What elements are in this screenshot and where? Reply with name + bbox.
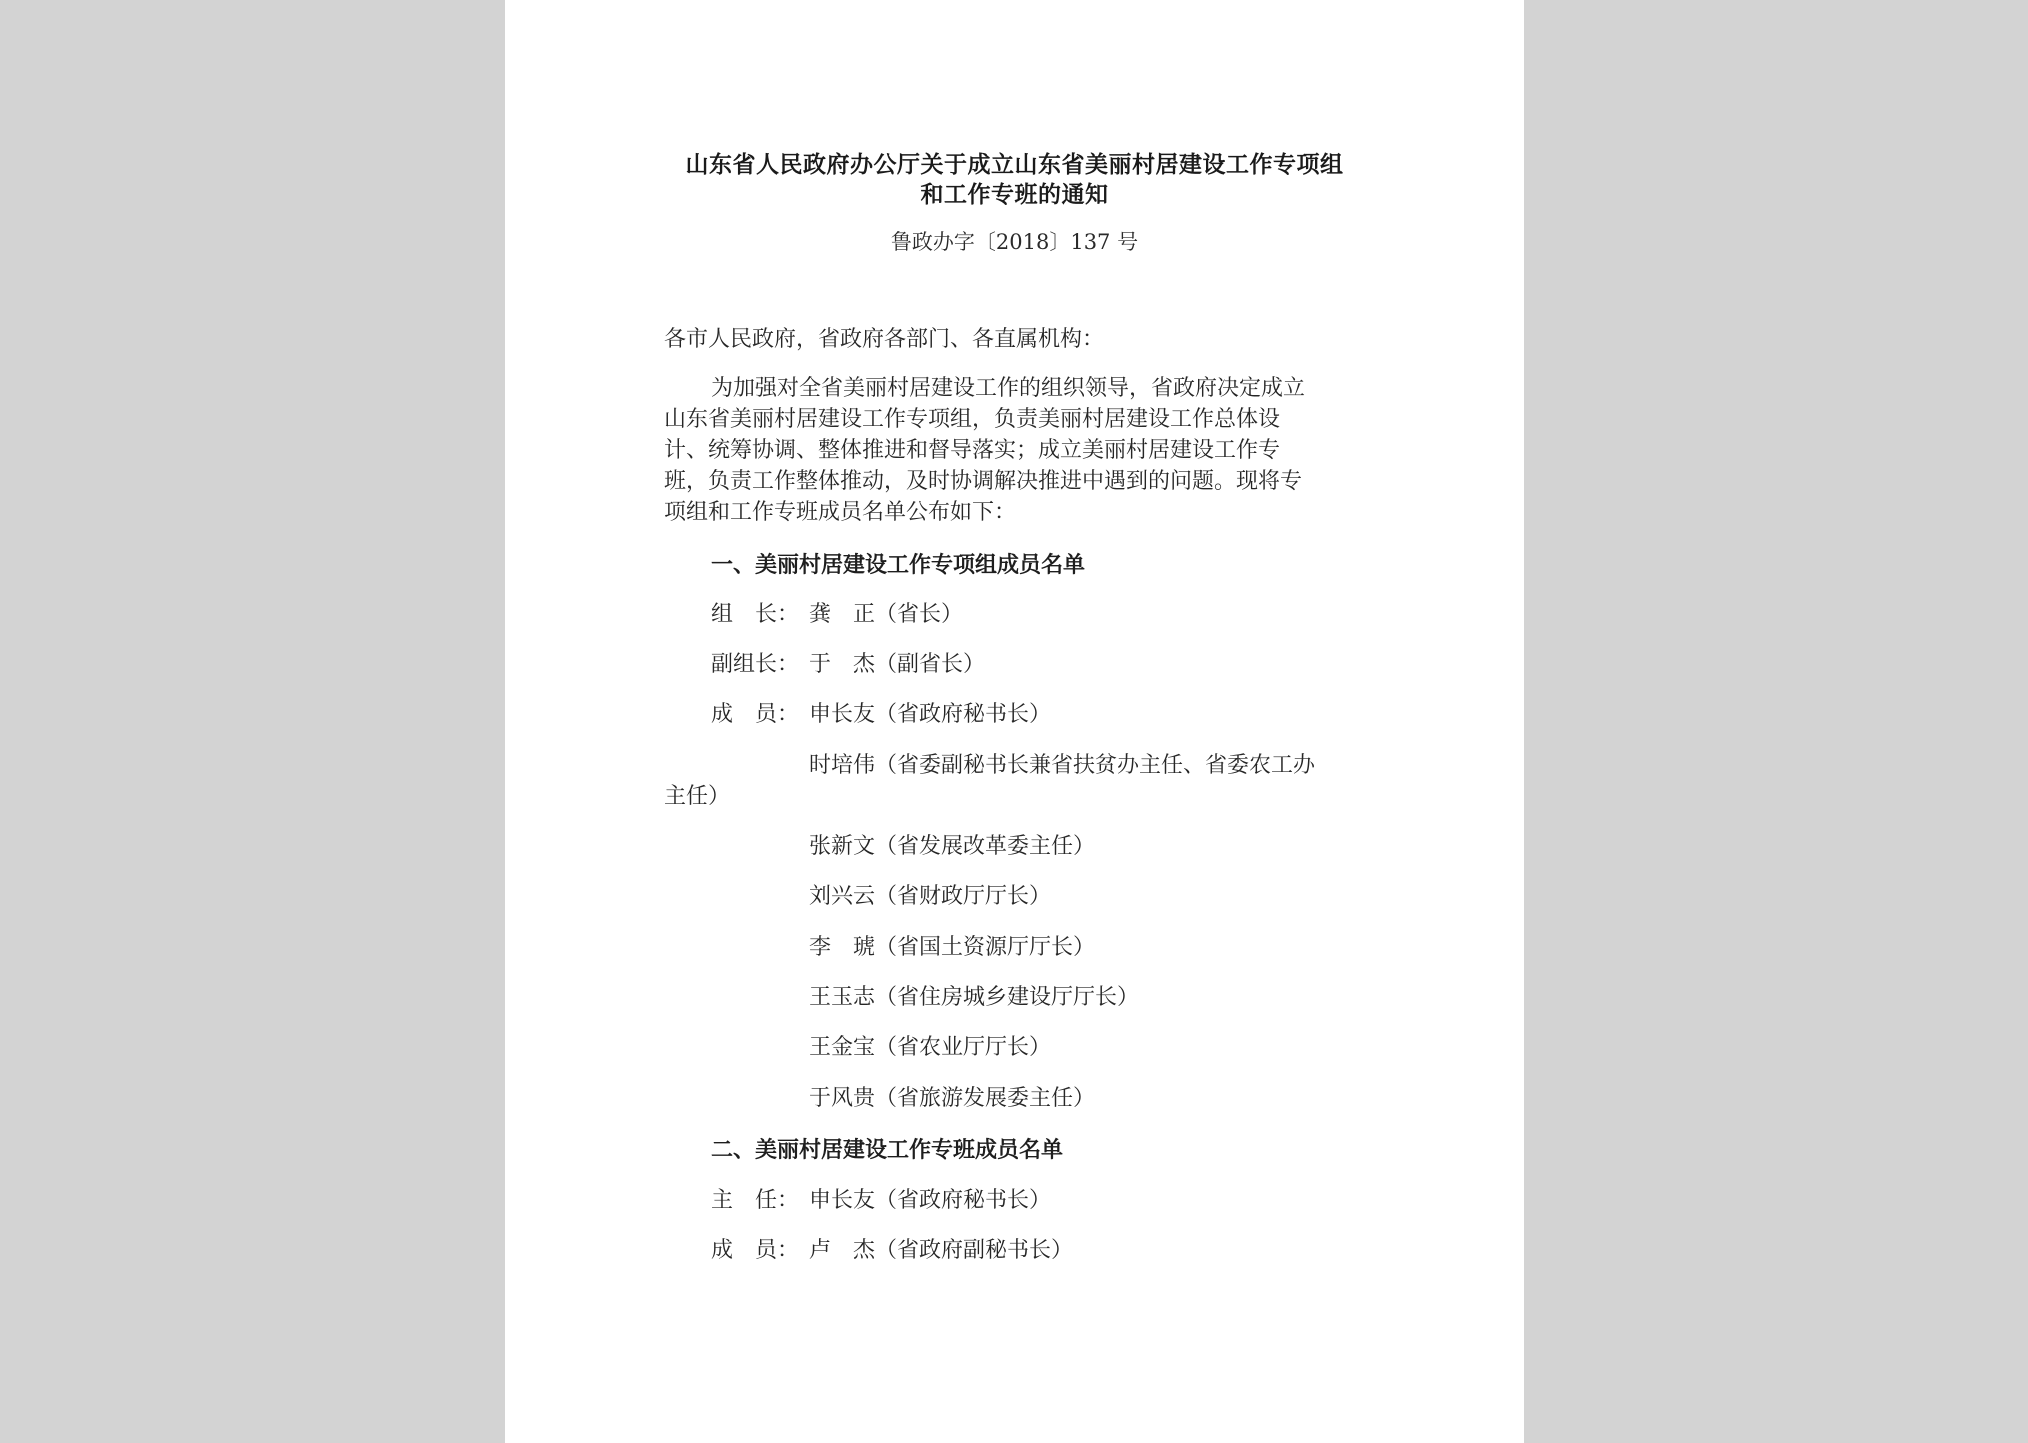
team-member-role-label: 成 员： [711, 1238, 800, 1263]
addressee: 各市人民政府，省政府各部门、各直属机构： [664, 327, 1105, 352]
body-line-5: 项组和工作专班成员名单公布如下： [664, 500, 1017, 525]
body-line-2: 山东省美丽村居建设工作专项组，负责美丽村居建设工作总体设 [664, 407, 1281, 432]
member-name: 王玉志（省住房城乡建设厅厅长） [809, 985, 1140, 1010]
members-row-1 [711, 700, 1051, 730]
member-name: 刘兴云（省财政厅厅长） [809, 884, 1052, 909]
document-title-line-1: 山东省人民政府办公厅关于成立山东省美丽村居建设工作专项组 [685, 151, 1344, 178]
document-number: 鲁政办字〔2018〕137 号 [890, 230, 1139, 254]
leader-row [711, 600, 963, 630]
leader-role-label: 组 长： [711, 602, 800, 627]
member-name: 于风贵（省旅游发展委主任） [809, 1086, 1096, 1111]
member-name: 时培伟（省委副秘书长兼省扶贫办主任、省委农工办 [809, 753, 1316, 778]
body-line-4: 班，负责工作整体推动，及时协调解决推进中遇到的问题。现将专 [664, 469, 1303, 494]
member-name: 张新文（省发展改革委主任） [809, 834, 1096, 859]
document-page [505, 0, 1524, 1443]
deputy-role-label: 副组长： [711, 652, 800, 677]
member-name: 王金宝（省农业厅厅长） [809, 1035, 1052, 1060]
team-member-row [711, 1236, 1073, 1266]
body-line-3: 计、统筹协调、整体推进和督导落实；成立美丽村居建设工作专 [664, 438, 1281, 463]
member-name: 申长友（省政府秘书长） [809, 702, 1052, 727]
director-role-label: 主 任： [711, 1188, 800, 1213]
member-wrap-text: 主任） [664, 784, 731, 809]
director-name: 申长友（省政府秘书长） [809, 1188, 1052, 1213]
members-role-label: 成 员： [711, 702, 800, 727]
director-row [711, 1186, 1051, 1216]
section-2-heading: 二、美丽村居建设工作专班成员名单 [711, 1137, 1064, 1163]
team-member-name: 卢 杰（省政府副秘书长） [809, 1238, 1074, 1263]
document-title-line-2: 和工作专班的通知 [920, 181, 1109, 208]
deputy-name: 于 杰（副省长） [809, 652, 986, 677]
deputy-leader-row [711, 650, 985, 680]
leader-name: 龚 正（省长） [809, 602, 964, 627]
body-line-1: 为加强对全省美丽村居建设工作的组织领导，省政府决定成立 [711, 376, 1306, 401]
section-1-heading: 一、美丽村居建设工作专项组成员名单 [711, 552, 1086, 578]
member-name: 李 琥（省国土资源厅厅长） [809, 935, 1096, 960]
